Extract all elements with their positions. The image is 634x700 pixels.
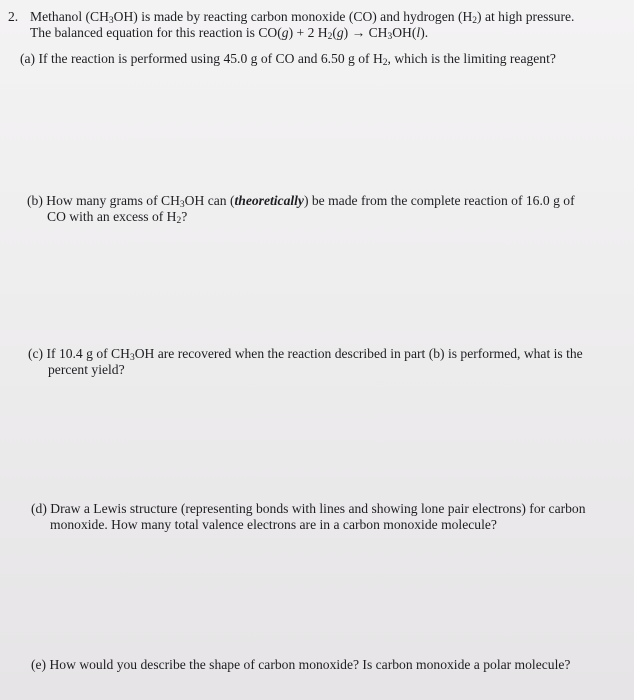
part-c-question-line-1: (c) If 10.4 g of $CH_3OH$ are recovered when the reaction described in part (b) is performed, what is the <box>28 346 583 363</box>
part-d-question-line-2: monoxide. How many total valence electrons are in a carbon monoxide molecule? <box>50 517 497 532</box>
part-e-question: (e) How would you describe the shape of carbon monoxide? Is carbon monoxide a polar molecule? <box>31 657 571 672</box>
problem-intro-line-2: The balanced equation for this reaction is CO(g) + 2 $H_2(g) \to CH_3OH(l)$. <box>30 25 429 42</box>
part-d-question-line-1: (d) Draw a Lewis structure (representing bonds with lines and showing lone pair electrons) for carbon <box>31 501 586 516</box>
part-b-question-line-2: CO with an excess of $H_2$? <box>47 209 188 226</box>
problem-number: 2. <box>8 9 19 24</box>
part-c-question-line-2: percent yield? <box>48 362 125 377</box>
part-a-question: (a) If the reaction is performed using 45.0 g of CO and 6.50 g of $H_2$, which is the limiting reagent? <box>20 51 556 68</box>
part-b-question-line-1: (b) How many grams of $CH_3OH$ can (theoretically) be made from the complete reaction of 16.0 g of <box>27 193 575 210</box>
problem-intro-line-1: Methanol $(CH_3OH)$ is made by reacting carbon monoxide (CO) and hydrogen $(H_2)$ at high pressure. <box>30 9 575 26</box>
